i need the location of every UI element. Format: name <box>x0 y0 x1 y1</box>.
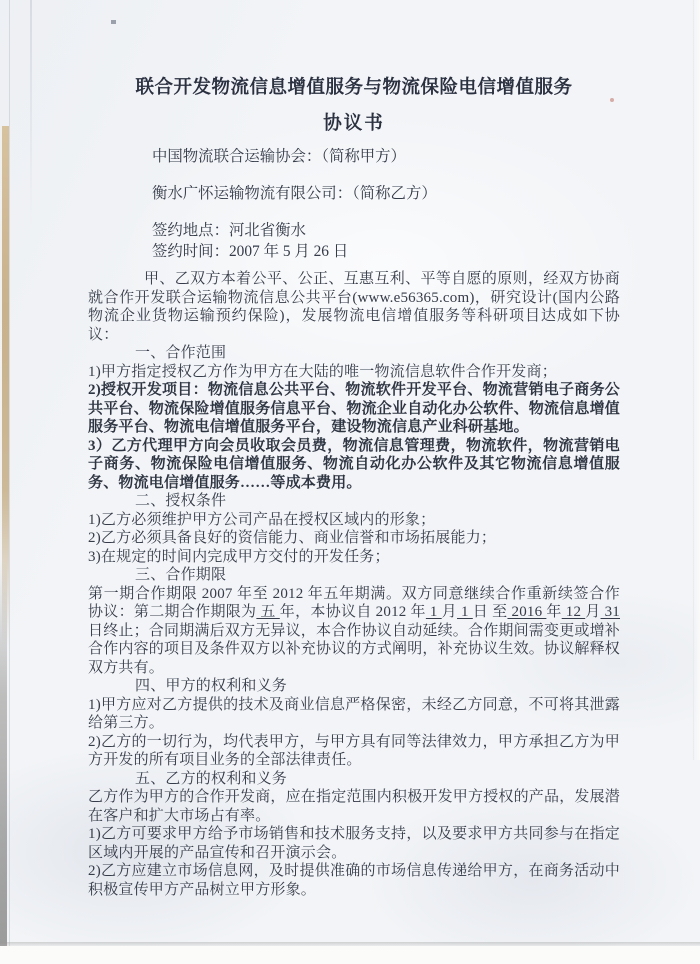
paper-crease <box>30 0 32 230</box>
body-paragraph: 1)乙方可要求甲方给予市场销售和技术服务支持，以及要求甲方共同参与在指定区域内开展的产品宣传和召开演示会。 <box>88 826 620 861</box>
scan-right-edge <box>693 0 700 760</box>
section-heading: 五、乙方的权利和义务 <box>135 770 288 787</box>
section-heading: 一、合作范围 <box>135 345 227 361</box>
paper-bottom-edge <box>0 942 700 946</box>
body-paragraph: 1)乙方必须维护甲方公司产品在授权区域内的形象； <box>88 511 436 528</box>
body-paragraph: 1)甲方应对乙方提供的技术及商业信息严格保密，未经乙方同意，不可将其泄露给第三方。 <box>88 696 620 731</box>
body-paragraph: 1)甲方指定授权乙方作为甲方在大陆的唯一物流信息软件合作开发商； <box>88 363 557 380</box>
body-paragraph: 2)乙方的一切行为，均代表甲方，与甲方具有同等法律效力，甲方承担乙方为甲方开发的所有项目业务的全部法律责任。 <box>88 733 620 768</box>
document-title-line1: 联合开发物流信息增值服务与物流保险电信增值服务 <box>135 78 573 98</box>
signing-place-line: 签约地点：河北省衡水 <box>152 222 306 239</box>
body-paragraph: 3)在规定的时间内完成甲方交付的开发任务； <box>88 548 390 565</box>
document-content <box>88 0 620 899</box>
body-paragraph: 乙方作为甲方的合作开发商，应在指定范围内积极开发甲方授权的产品，发展潜在客户和扩大市场占有率。 <box>88 789 621 824</box>
section-heading: 三、合作期限 <box>135 567 227 583</box>
document-title-line2: 协议书 <box>323 114 385 134</box>
body-paragraph: 第一期合作期限 2007 年至 2012 年五年期满。双方同意继续合作重新续签合作协议：第二期合作期限为 五 年，本协议自 2012 年 1 月 1 日 至 2016 年 12 月 31 日终止；合同期满后双方无异议，本合作协议自动延续。合作期间需变更或增补合作内容的项目及条件双方以补充协议的方式阐明，补充协议生效。协议解释权双方共有。 <box>88 585 621 676</box>
section-heading: 四、甲方的权利和义务 <box>135 678 288 694</box>
signing-date-line: 签约时间：2007 年 5 月 26 日 <box>152 243 349 260</box>
agreement-body <box>88 270 620 899</box>
body-paragraph: 甲、乙双方本着公平、公正、互惠互利、平等自愿的原则，经双方协商就合作开发联合运输物流信息公共平台(www.e56365.com)，研究设计(国内公路物流企业货物运输预约保险)，发展物流电信增值服务等科研项目达成如下协议： <box>88 271 620 343</box>
party-b-line: 衡水广怀运输物流有限公司：（简称乙方） <box>152 185 437 202</box>
paper-edge-line <box>9 0 10 946</box>
body-paragraph: 2)授权开发项目：物流信息公共平台、物流软件开发平台、物流营销电子商务公共平台、物流保险增值服务信息平台、物流企业自动化办公软件、物流信息增值服务平台、物流电信增值服务平台，建设物流信息产业科研基地。 <box>88 382 621 435</box>
body-paragraph: 3）乙方代理甲方向会员收取会员费，物流信息管理费，物流软件，物流营销电子商务、物流保险电信增值服务、物流自动化办公软件及其它物流信息增值服务、物流电信增值服务……等成本费用。 <box>88 437 620 491</box>
scan-edge-shadow <box>0 560 7 946</box>
section-heading: 二、授权条件 <box>135 493 227 509</box>
body-paragraph: 2)乙方应建立市场信息网，及时提供准确的市场信息传递给甲方，在商务活动中积极宣传甲方产品树立甲方形象。 <box>88 863 620 898</box>
body-paragraph: 2)乙方必须具备良好的资信能力、商业信誉和市场拓展能力； <box>88 530 497 546</box>
party-a-line: 中国物流联合运输协会：（简称甲方） <box>152 148 406 165</box>
